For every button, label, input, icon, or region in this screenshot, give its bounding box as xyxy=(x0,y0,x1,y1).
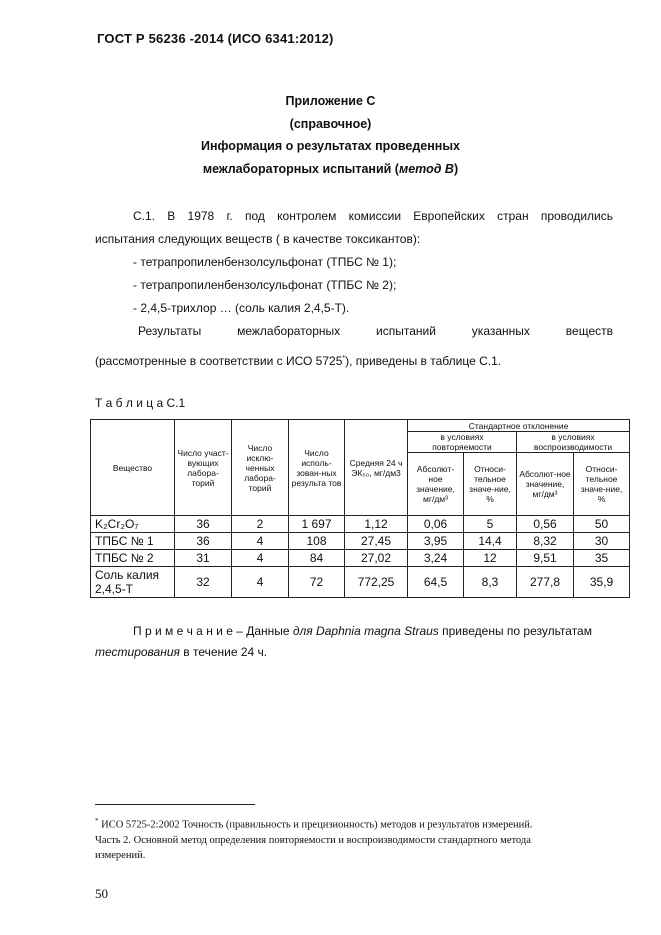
table-cell: 8,32 xyxy=(517,533,574,550)
results-table xyxy=(90,419,630,598)
table-cell: 14,4 xyxy=(464,533,517,550)
table-cell: 12 xyxy=(464,550,517,567)
header-rel-repeat: Относи-тельное значе-ние, % xyxy=(464,453,517,516)
table-row xyxy=(91,550,630,567)
appendix-subtitle: (справочное) xyxy=(289,117,372,131)
table-cell: 3,95 xyxy=(408,533,464,550)
paragraph-1-line1: С.1. В 1978 г. под контролем комиссии Европейских стран проводились xyxy=(133,209,613,223)
header-labs: Число участ-вующих лабора-торий xyxy=(175,420,232,516)
table-cell: 36 xyxy=(175,516,232,533)
table-cell: 4 xyxy=(232,550,289,567)
footnote xyxy=(95,814,615,863)
header-repeatability: в условиях повторяемости xyxy=(408,432,517,453)
table-note-cont xyxy=(95,645,267,659)
table-cell: 35 xyxy=(574,550,630,567)
table-cell: 0,56 xyxy=(517,516,574,533)
page-number: 50 xyxy=(95,886,108,901)
table-cell: 108 xyxy=(289,533,345,550)
footnote-divider xyxy=(95,804,255,805)
list-item-3: - 2,4,5-трихлор … (соль калия 2,4,5-Т). xyxy=(133,301,350,315)
header-rel-reprod: Относи-тельное значе-ние, % xyxy=(574,453,630,516)
table-cell: 1 697 xyxy=(289,516,345,533)
table-cell: 35,9 xyxy=(574,567,630,598)
footnote-line2: Часть 2. Основной метод определения повторяемости и воспроизводимости стандартного метода xyxy=(95,834,531,846)
appendix-title: Приложение С xyxy=(285,94,376,108)
table-cell: 64,5 xyxy=(408,567,464,598)
table-row xyxy=(91,567,630,598)
p2-text-start: (рассмотренные в соответствии с ИСО 5725 xyxy=(95,354,343,368)
table-cell: 27,02 xyxy=(345,550,408,567)
table-cell: 84 xyxy=(289,550,345,567)
footnote-mark: * xyxy=(95,817,99,825)
table-cell: 50 xyxy=(574,516,630,533)
table-cell: 3,24 xyxy=(408,550,464,567)
list-item-1: - тетрапропиленбензолсульфонат (ТПБС № 1); xyxy=(133,255,397,269)
footnote-line1 xyxy=(95,814,615,833)
table-cell: 1,12 xyxy=(345,516,408,533)
appendix-heading-line2 xyxy=(0,162,661,176)
table-cell: 2 xyxy=(232,516,289,533)
table-cell: 30 xyxy=(574,533,630,550)
header-used-results: Число исполь-зован-ных результа тов xyxy=(289,420,345,516)
header-abs-repeat: Абсолют-ное значение, мг/дм³ xyxy=(408,453,464,516)
header-abs-reprod: Абсолют-ное значение, мг/дм³ xyxy=(517,453,574,516)
paragraph-2-line1: Результаты межлабораторных испытаний указанных веществ xyxy=(138,324,613,338)
note-label: П р и м е ч а н и е – xyxy=(133,624,243,638)
document-header: ГОСТ Р 56236 -2014 (ИСО 6341:2012) xyxy=(97,31,334,46)
table-cell: 36 xyxy=(175,533,232,550)
cell-substance: K₂Cr₂O₇ xyxy=(91,516,175,533)
appendix-heading-line1: Информация о результатах проведенных xyxy=(201,139,460,153)
note-text: в течение 24 ч. xyxy=(179,645,268,659)
heading-line2-method: метод В xyxy=(398,162,454,176)
header-substance: Вещество xyxy=(91,420,175,516)
p2-text-end: ), приведены в таблице С.1. xyxy=(345,354,502,368)
paragraph-1-line2: испытания следующих веществ ( в качестве токсикантов): xyxy=(95,232,421,246)
table-cell: 277,8 xyxy=(517,567,574,598)
heading-line2-end: ) xyxy=(453,162,459,176)
note-text: Данные xyxy=(242,624,293,638)
paragraph-2-line2 xyxy=(95,347,501,373)
table-row xyxy=(91,533,630,550)
heading-line2-text: межлабораторных испытаний ( xyxy=(202,162,399,176)
cell-substance: ТПБС № 1 xyxy=(91,533,175,550)
note-text: приведены по результатам xyxy=(438,624,592,638)
footnote-ref: * xyxy=(342,355,346,362)
cell-substance: Соль калия 2,4,5-Т xyxy=(91,567,175,598)
header-mean: Средняя 24 ч ЭК₅₀, мг/дм3 xyxy=(345,420,408,516)
table-cell: 772,25 xyxy=(345,567,408,598)
header-reproducibility: в условиях воспроизводимости xyxy=(517,432,630,453)
header-excluded: Число исклю-ченных лабора-торий xyxy=(232,420,289,516)
note-testing: тестирования xyxy=(95,645,180,659)
table-row xyxy=(91,516,630,533)
table-caption: Т а б л и ц а С.1 xyxy=(95,396,186,410)
table-cell: 72 xyxy=(289,567,345,598)
cell-substance: ТПБС № 2 xyxy=(91,550,175,567)
note-species: для Daphnia magna Straus xyxy=(292,624,439,638)
table-cell: 9,51 xyxy=(517,550,574,567)
table-cell: 5 xyxy=(464,516,517,533)
table-cell: 8,3 xyxy=(464,567,517,598)
footnote-line3: измерений. xyxy=(95,849,146,861)
footnote-text: ИСО 5725-2:2002 Точность (правильность и прецизионность) методов и результатов измерений. xyxy=(98,819,533,831)
table-cell: 27,45 xyxy=(345,533,408,550)
table-cell: 31 xyxy=(175,550,232,567)
header-std: Стандартное отклонение xyxy=(408,420,630,432)
table-cell: 4 xyxy=(232,567,289,598)
table-cell: 32 xyxy=(175,567,232,598)
table-cell: 4 xyxy=(232,533,289,550)
table-note xyxy=(133,624,592,638)
table-cell: 0,06 xyxy=(408,516,464,533)
list-item-2: - тетрапропиленбензолсульфонат (ТПБС № 2); xyxy=(133,278,397,292)
